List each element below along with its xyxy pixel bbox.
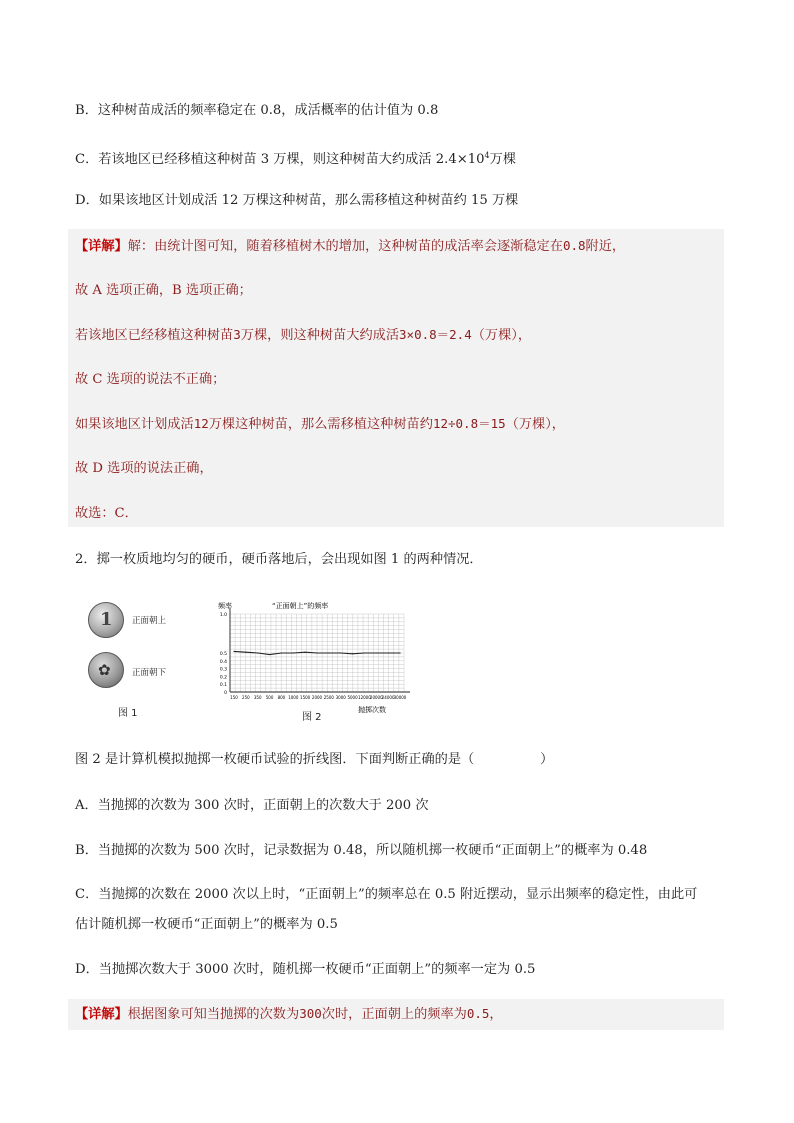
x-tick-label: 1500 [300,695,311,700]
data-point [245,652,246,653]
heads-label: 正面朝上 [132,616,167,626]
y-tick-label: 0.5 [219,652,227,657]
figure-area [80,592,410,724]
data-point [340,652,341,653]
y-tick-label: 0.2 [219,675,227,681]
option-b-text-q2: B．当抛掷的次数为 500 次时，记录数据为 0.48，所以随机掷一枚硬币“正面朝上”的概率为 0.48 [75,843,648,858]
option-b-text: B．这种树苗成活的频率稳定在 0.8，成活概率的估计值为 0.8 [75,103,439,118]
data-point [305,652,306,653]
figure-2-caption: 图 2 [302,712,322,723]
y-tick-label: 0.1 [219,683,227,689]
analysis-line-2: 故 A 选项正确，B 选项正确； [75,283,252,298]
data-point [269,654,270,655]
data-point [233,651,234,652]
data-point [399,652,400,653]
coin-tails-icon: ✿ [88,652,124,688]
x-tick-label: 24000 [381,695,395,700]
x-tick-label: 5000 [347,695,358,700]
option-a-text: A．当抛掷的次数为 300 次时，正面朝上的次数大于 200 次 [75,798,429,813]
x-tick-label: 20000 [369,695,383,700]
data-point [293,652,294,653]
question-2-prompt: 图 2 是计算机模拟抛掷一枚硬币试验的折线图．下面判断正确的是（ ） [75,752,554,767]
figure-1-caption: 图 1 [118,708,138,719]
option-d-text: D．如果该地区计划成活 12 万棵这种树苗，那么需移植这种树苗约 15 万棵 [75,193,519,208]
option-c-text-q2-line1: C．当抛掷的次数在 2000 次以上时，“正面朝上”的频率总在 0.5 附近摆动，显示出频率的稳定性，由此可 [75,887,698,902]
data-point [388,652,389,653]
chart-ylabel: 频率 [218,602,232,610]
x-tick-label: 3000 [335,695,346,700]
analysis-line-1: 【详解】解：由统计图可知，随着移植树木的增加，这种树苗的成活率会逐渐稳定在0.8附近， [75,238,626,254]
option-c-text-q2-line2: 估计随机掷一枚硬币“正面朝上”的概率为 0.5 [75,917,338,932]
x-tick-label: 500 [265,695,274,700]
data-point [364,652,365,653]
x-tick-label: 2500 [323,695,334,700]
data-point [316,652,317,653]
question-2-stem: 2．掷一枚质地均匀的硬币，硬币落地后，会出现如图 1 的两种情况． [75,552,483,567]
x-tick-label: 150 [230,695,238,700]
data-point [376,652,377,653]
x-tick-label: 30000 [393,695,407,700]
y-tick-label: 1.0 [219,613,227,618]
x-tick-label: 800 [277,695,286,700]
detail-label-2: 【详解】 [75,1007,128,1022]
y-tick-label: 0.4 [219,659,227,665]
analysis-line-6: 故 D 选项的说法正确， [75,461,213,476]
x-tick-label: 250 [242,695,250,700]
analysis-line-4: 故 C 选项的说法不正确； [75,372,226,387]
coin-heads-icon: 1 [88,602,124,638]
y-tick-label: 0 [224,691,227,696]
data-point [328,652,329,653]
x-tick-label: 350 [253,695,262,700]
tails-label: 正面朝下 [132,668,167,678]
x-tick-label: 12000 [358,695,371,700]
analysis-line-5: 如果该地区计划成活12万棵这种树苗，那么需移植这种树苗约12÷0.8＝15（万棵）， [75,416,565,432]
x-tick-label: 1000 [288,695,299,700]
chart-title: “正面朝上”的频率 [272,602,329,610]
option-c-text: C．若该地区已经移植这种树苗 3 万棵，则这种树苗大约成活 $2.4\times 10^4$万棵 [75,151,517,167]
data-point [352,653,353,654]
option-d-text-q2: D．当抛掷次数大于 3000 次时，随机掷一枚硬币“正面朝上”的频率一定为 0.5 [75,962,536,977]
frequency-line-chart [212,592,410,720]
data-point [257,652,258,653]
x-tick-label: 2000 [311,695,323,700]
data-point [281,652,282,653]
chart-xlabel: 抛掷次数 [358,706,386,714]
analysis-2-line-1: 【详解】根据图象可知当抛掷的次数为300次时，正面朝上的频率为0.5， [75,1006,503,1022]
detail-label: 【详解】 [75,239,128,254]
analysis-line-3: 若该地区已经移植这种树苗3万棵，则这种树苗大约成活3×0.8＝2.4（万棵）， [75,327,532,343]
analysis-line-7: 故选：C． [75,506,138,521]
y-tick-label: 0.3 [219,667,227,673]
